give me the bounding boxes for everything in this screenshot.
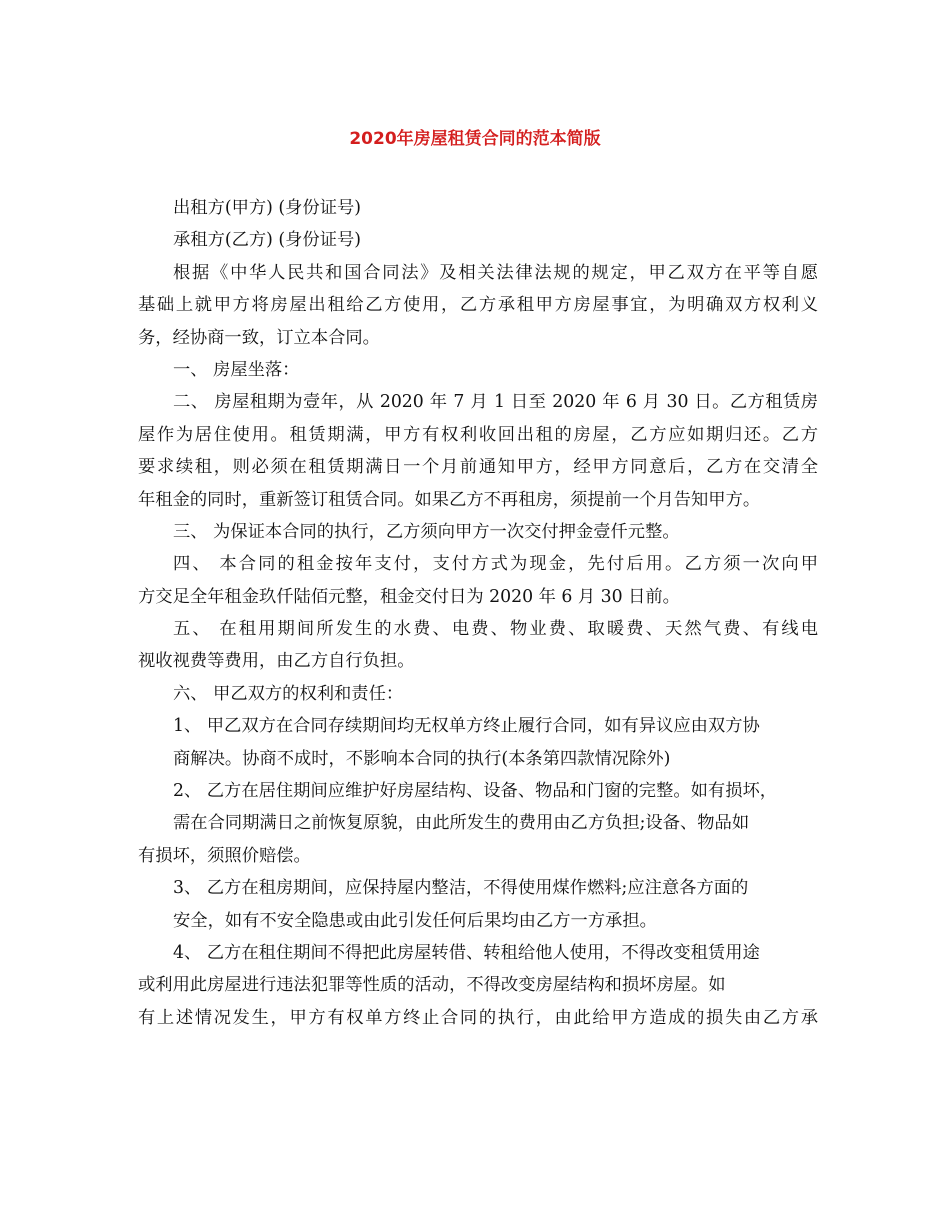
paragraph-line: 五、 在租用期间所发生的水费、电费、物业费、取暖费、天然气费、有线电 — [173, 619, 818, 640]
paragraph-line: 要求续租，则必须在租赁期满日一个月前通知甲方，经甲方同意后，乙方在交清全 — [138, 457, 818, 478]
sub-clause-line: 1、 甲乙双方在合同存续期间均无权单方终止履行合同，如有异议应由双方协 — [173, 716, 760, 737]
sub-clause-line: 商解决。协商不成时，不影响本合同的执行(本条第四款情况除外) — [173, 748, 671, 769]
clause-heading: 一、 房屋坐落： — [173, 359, 300, 380]
paragraph-line: 三、 为保证本合同的执行，乙方须向甲方一次交付押金壹仟元整。 — [173, 521, 680, 542]
sub-clause-line: 或利用此房屋进行违法犯罪等性质的活动，不得改变房屋结构和损坏房屋。如 — [138, 975, 726, 996]
paragraph-line: 务，经协商一致，订立本合同。 — [138, 327, 380, 348]
paragraph-line: 屋作为居住使用。租赁期满，甲方有权利收回出租的房屋，乙方应如期归还。乙方 — [138, 424, 818, 445]
lessor-line: 出租方(甲方) (身份证号) — [173, 198, 361, 218]
sub-clause-line: 3、 乙方在租房期间，应保持屋内整洁，不得使用煤作燃料;应注意各方面的 — [173, 878, 749, 899]
sub-clause-line: 2、 乙方在居住期间应维护好房屋结构、设备、物品和门窗的完整。如有损坏， — [173, 781, 778, 802]
paragraph-line: 年租金的同时，重新签订租赁合同。如果乙方不再租房，须提前一个月告知甲方。 — [138, 489, 761, 510]
document-body — [138, 192, 818, 1034]
paragraph-line: 二、 房屋租期为壹年，从 2020 年 7 月 1 日至 2020 年 6 月 30 日。乙方租赁房 — [173, 392, 818, 413]
sub-clause-line: 4、 乙方在租住期间不得把此房屋转借、转租给他人使用，不得改变租赁用途 — [173, 942, 760, 963]
paragraph-line: 方交足全年租金玖仟陆佰元整，租金交付日为 2020 年 6 月 30 日前。 — [138, 586, 680, 607]
sub-clause-line: 安全，如有不安全隐患或由此引发任何后果均由乙方一方承担。 — [173, 910, 657, 931]
sub-clause-line: 需在合同期满日之前恢复原貌，由此所发生的费用由乙方负担;设备、物品如 — [173, 813, 750, 834]
sub-clause-line: 有上述情况发生，甲方有权单方终止合同的执行，由此给甲方造成的损失由乙方承 — [138, 1007, 818, 1028]
sub-clause-line: 有损坏，须照价赔偿。 — [138, 845, 311, 866]
paragraph-line: 四、 本合同的租金按年支付，支付方式为现金，先付后用。乙方须一次向甲 — [173, 554, 818, 575]
lessee-line: 承租方(乙方) (身份证号) — [173, 230, 361, 251]
clause-heading: 六、 甲乙双方的权利和责任： — [173, 683, 404, 704]
paragraph-line: 视收视费等费用，由乙方自行负担。 — [138, 651, 415, 672]
document-title: 2020年房屋租赁合同的范本简版 — [349, 129, 601, 149]
paragraph-line: 根据《中华人民共和国合同法》及相关法律法规的规定，甲乙双方在平等自愿 — [173, 262, 818, 283]
paragraph-line: 基础上就甲方将房屋出租给乙方使用，乙方承租甲方房屋事宜，为明确双方权利义 — [138, 295, 818, 316]
